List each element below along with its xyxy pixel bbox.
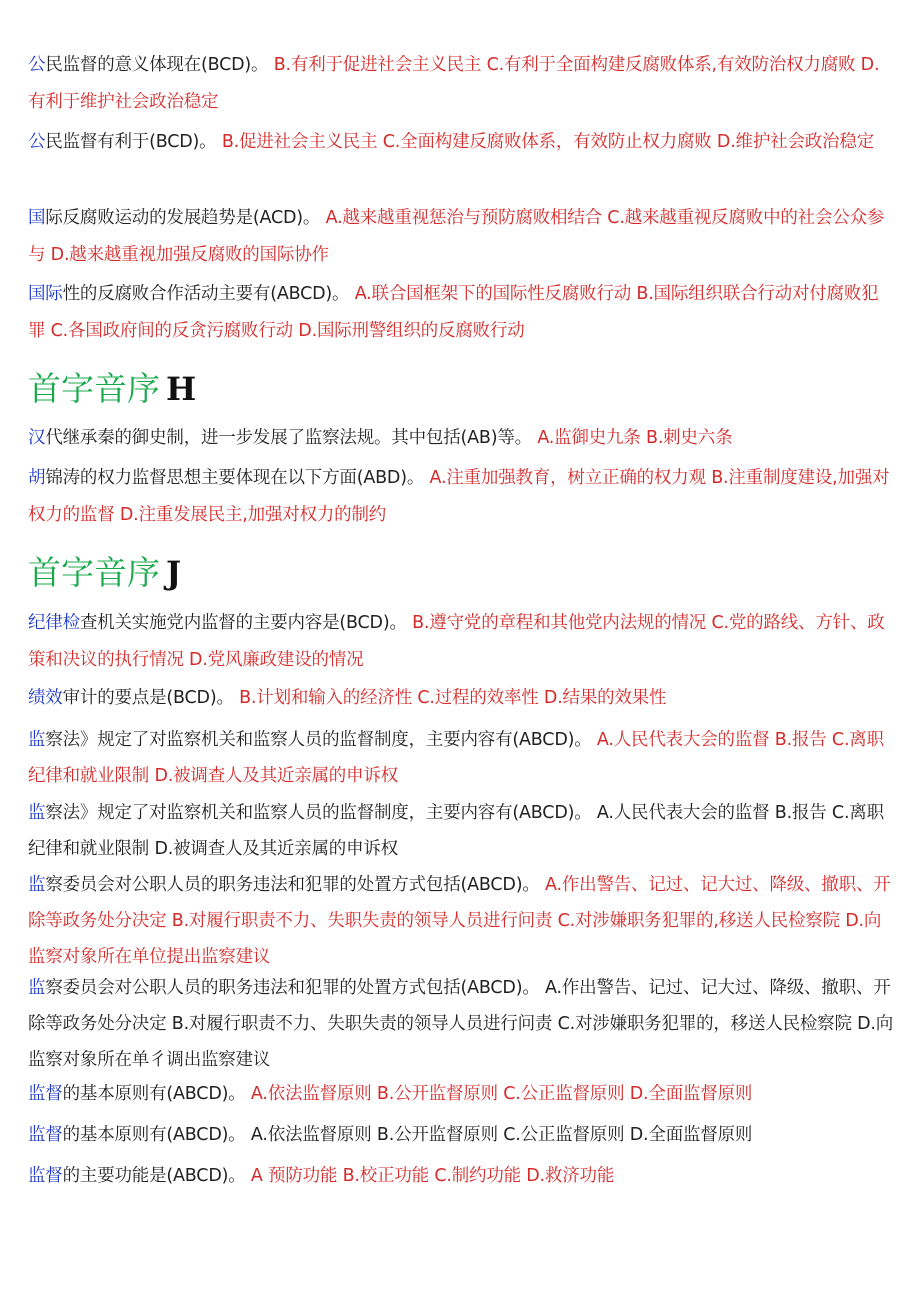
entry-answer: A.注重加强教育，树立正确的权力观 B.注重制度建设,加强对权力的监督 D.注重发展民主,加强对权力的制约 [28,468,890,525]
qa-entry [28,722,894,794]
entry-answer: A.作出警告、记过、记大过、降级、撤职、开除等政务处分决定 B.对履行职责不力、失职失责的领导人员进行问责 C.对涉嫌职务犯罪的,移送人民检察院 D.向监察对象所在单位提出监察建议 [28,875,891,967]
heading-letter: H [166,370,197,408]
entry-keyword: 监 [28,730,46,750]
entry-question: 察法》规定了对监察机关和监察人员的监督制度，主要内容有(ABCD)。 [45,730,592,750]
entry-question: 察法》规定了对监察机关和监察人员的监督制度，主要内容有(ABCD)。 [45,803,592,823]
entry-question: 查机关实施党内监督的主要内容是(BCD)。 [79,613,407,633]
entry-keyword: 监督 [28,1125,63,1145]
entry-keyword: 国 [28,208,46,228]
entry-answer: A.人民代表大会的监督 B.报告 C.离职纪律和就业限制 D.被调查人及其近亲属的申诉权 [28,803,884,859]
entry-keyword: 公 [28,55,46,75]
qa-entry [28,605,894,679]
qa-entry [28,47,894,121]
qa-entry [28,1076,894,1113]
qa-entry [28,970,894,1078]
entry-keyword: 监 [28,978,46,998]
entry-question: 的基本原则有(ABCD)。 [62,1125,246,1145]
entry-answer: A.联合国框架下的国际性反腐败行动 B.国际组织联合行动对付腐败犯罪 C.各国政府间的反贪污腐败行动 D.国际刑警组织的反腐败行动 [28,284,879,341]
entry-keyword: 监 [28,803,46,823]
entry-answer: A 预防功能 B.校正功能 C.制约功能 D.救济功能 [250,1166,615,1186]
qa-entry [28,1158,894,1195]
entry-question: 察委员会对公职人员的职务违法和犯罪的处置方式包括(ABCD)。 [45,875,540,895]
entry-keyword: 监督 [28,1166,63,1186]
entry-answer: A.监御史九条 B.刺史六条 [537,428,733,448]
qa-entry [28,200,894,274]
entry-keyword: 公 [28,132,46,152]
entry-question: 审计的要点是(BCD)。 [62,688,234,708]
entry-question: 的主要功能是(ABCD)。 [62,1166,246,1186]
entry-answer: A.作出警告、记过、记大过、降级、撤职、开除等政务处分决定 B.对履行职责不力、失职失责的领导人员进行问责 C.对涉嫌职务犯罪的，移送人民检察院 D.向监察对象所在单彳调出监察建议 [28,978,894,1070]
heading-title: 首字音序 [28,369,160,408]
entry-answer: A.越来越重视惩治与预防腐败相结合 C.越来越重视反腐败中的社会公众参与 D.越来越重视加强反腐败的国际协作 [28,208,885,265]
entry-keyword: 绩效 [28,688,63,708]
heading-letter: J [166,554,182,592]
entry-question: 察委员会对公职人员的职务违法和犯罪的处置方式包括(ABCD)。 [45,978,540,998]
entry-answer: A.人民代表大会的监督 B.报告 C.离职纪律和就业限制 D.被调查人及其近亲属的申诉权 [28,730,884,786]
entry-keyword: 监 [28,875,46,895]
qa-entry [28,276,894,350]
entry-question: 民监督有利于(BCD)。 [45,132,217,152]
qa-entry [28,124,894,161]
entry-question: 锦涛的权力监督思想主要体现在以下方面(ABD)。 [45,468,425,488]
qa-entry [28,420,894,457]
qa-entry [28,867,894,975]
entry-answer: B.计划和输入的经济性 C.过程的效率性 D.结果的效果性 [239,688,667,708]
entry-answer: B.有利于促进社会主义民主 C.有利于全面构建反腐败体系,有效防治权力腐败 D.有利于维护社会政治稳定 [28,55,880,112]
entry-answer: B.促进社会主义民主 C.全面构建反腐败体系，有效防止权力腐败 D.维护社会政治稳定 [221,132,874,152]
heading-title: 首字音序 [28,553,160,592]
qa-entry [28,1117,894,1154]
qa-entry [28,680,894,717]
entry-keyword: 汉 [28,428,46,448]
section-heading-h [28,369,196,409]
entry-answer: B.遵守党的章程和其他党内法规的情况 C.党的路线、方针、政策和决议的执行情况 D.党风廉政建设的情况 [28,613,885,670]
entry-answer: A.依法监督原则 B.公开监督原则 C.公正监督原则 D.全面监督原则 [250,1125,753,1145]
entry-keyword: 监督 [28,1084,63,1104]
qa-entry [28,795,894,867]
section-heading-j [28,553,181,593]
entry-question: 的基本原则有(ABCD)。 [62,1084,246,1104]
entry-question: 民监督的意义体现在(BCD)。 [45,55,269,75]
entry-question: 性的反腐败合作活动主要有(ABCD)。 [62,284,350,304]
entry-question: 际反腐败运动的发展趋势是(ACD)。 [45,208,321,228]
entry-question: 代继承秦的御史制，进一步发展了监察法规。其中包括(AB)等。 [45,428,532,448]
entry-keyword: 胡 [28,468,46,488]
qa-entry [28,460,894,534]
entry-keyword: 纪律检 [28,613,80,633]
entry-answer: A.依法监督原则 B.公开监督原则 C.公正监督原则 D.全面监督原则 [250,1084,753,1104]
entry-keyword: 国际 [28,284,63,304]
